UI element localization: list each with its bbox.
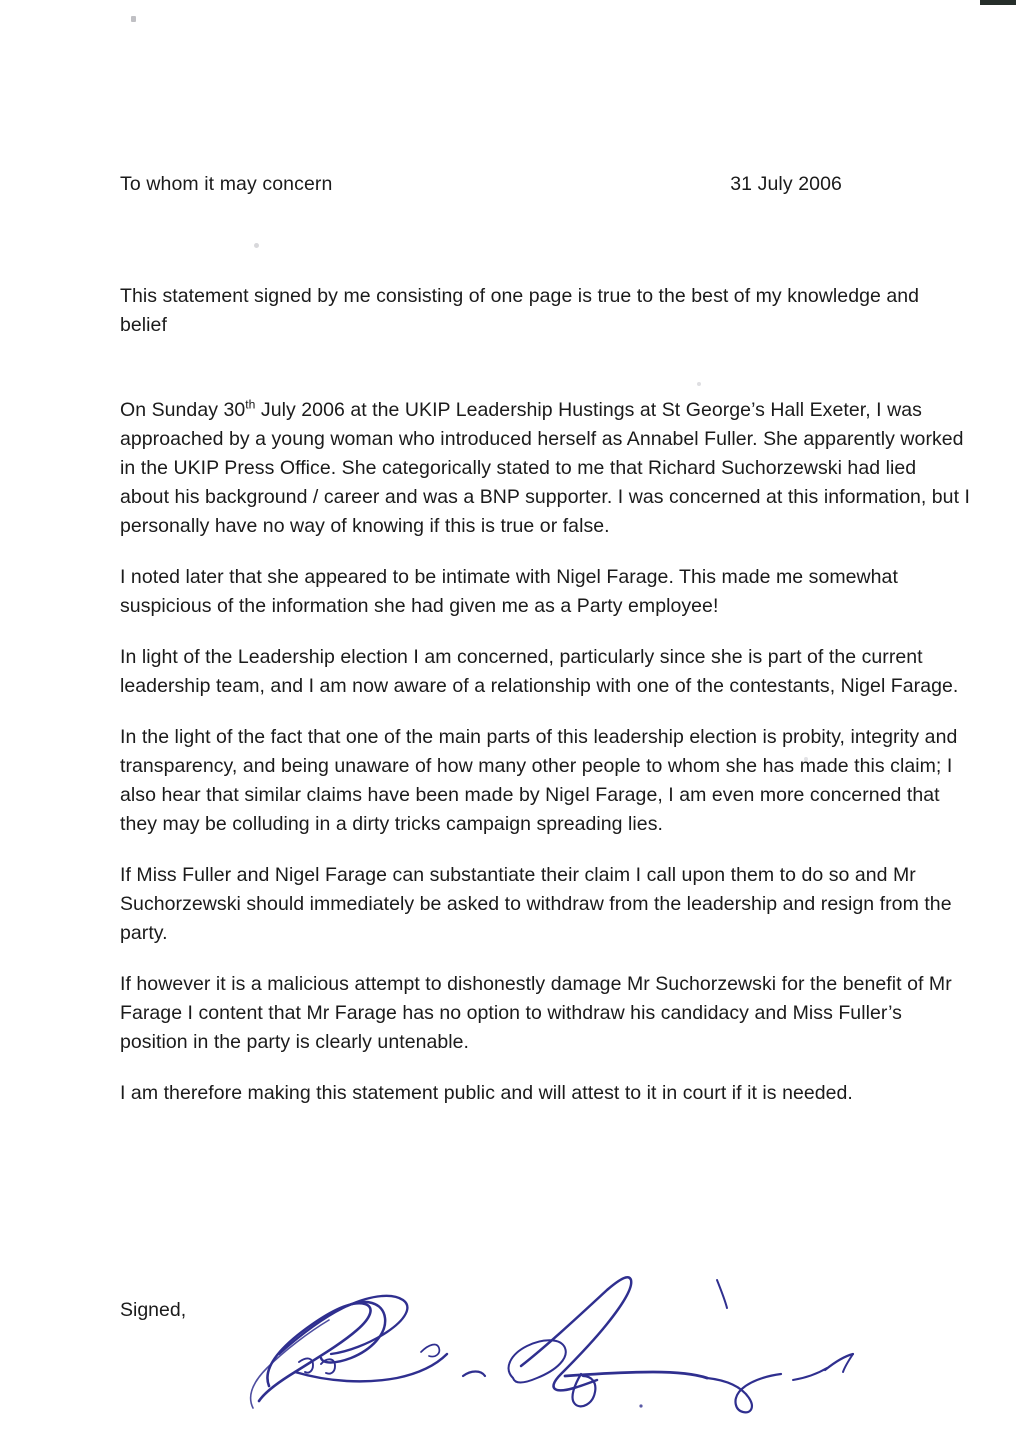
paragraph-1-text-after-superscript: July 2006 at the UKIP Leadership Hustings at St George’s Hall Exeter, I was approached by a young woman who introduced herself as Annabel Fuller. She apparently worked in the UKIP Press Office. She categorically stated to me that Richard Suchorzewski had lied about his background / career and was a BNP supporter. I was concerned at this information, but I personally have no way of knowing if this is true or false. bbox=[120, 399, 970, 537]
lead-statement: This statement signed by me consisting of one page is true to the best of my knowledge and belief bbox=[120, 285, 920, 336]
letter-date: 31 July 2006 bbox=[730, 173, 842, 195]
paragraph-5: If Miss Fuller and Nigel Farage can substantiate their claim I call upon them to do so and Mr Suchorzewski should immediately be asked to withdraw from the leadership and resign from the party. bbox=[120, 864, 952, 944]
scan-speck-middle bbox=[254, 243, 259, 248]
paragraph-7: I am therefore making this statement public and will attest to it in court if it is needed. bbox=[120, 1082, 853, 1104]
signature-block bbox=[120, 1296, 990, 1446]
paragraph-2: I noted later that she appeared to be intimate with Nigel Farage. This made me somewhat suspicious of the information she had given me as a Party employee! bbox=[120, 566, 898, 617]
paragraph-1-text-before-superscript: On Sunday 30 bbox=[120, 399, 246, 421]
paragraph-4: In the light of the fact that one of the main parts of this leadership election is probity, integrity and transparency, and being unaware of how many other people to whom she has made this claim; I also hear that similar claims have been made by Nigel Farage, I am even more concerned that they may be colluding in a dirty tricks campaign spreading lies. bbox=[120, 726, 958, 835]
paragraph-6: If however it is a malicious attempt to dishonestly damage Mr Suchorzewski for the benefit of Mr Farage I content that Mr Farage has no option to withdraw his candidacy and Miss Fuller’s position in the party is clearly untenable. bbox=[120, 973, 952, 1053]
letter-header bbox=[120, 170, 970, 199]
ordinal-superscript: th bbox=[245, 397, 256, 412]
letter-body bbox=[120, 282, 970, 1142]
salutation: To whom it may concern bbox=[120, 173, 333, 195]
paragraph-1 bbox=[120, 396, 970, 541]
scan-speck-top-left bbox=[131, 16, 136, 22]
paragraph-3: In light of the Leadership election I am concerned, particularly since she is part of the current leadership team, and I am now aware of a relationship with one of the contestants, Nigel Farage. bbox=[120, 646, 959, 697]
handwritten-signature bbox=[225, 1258, 905, 1408]
scan-artifact-corner bbox=[980, 0, 1016, 5]
signed-label: Signed, bbox=[120, 1299, 187, 1321]
